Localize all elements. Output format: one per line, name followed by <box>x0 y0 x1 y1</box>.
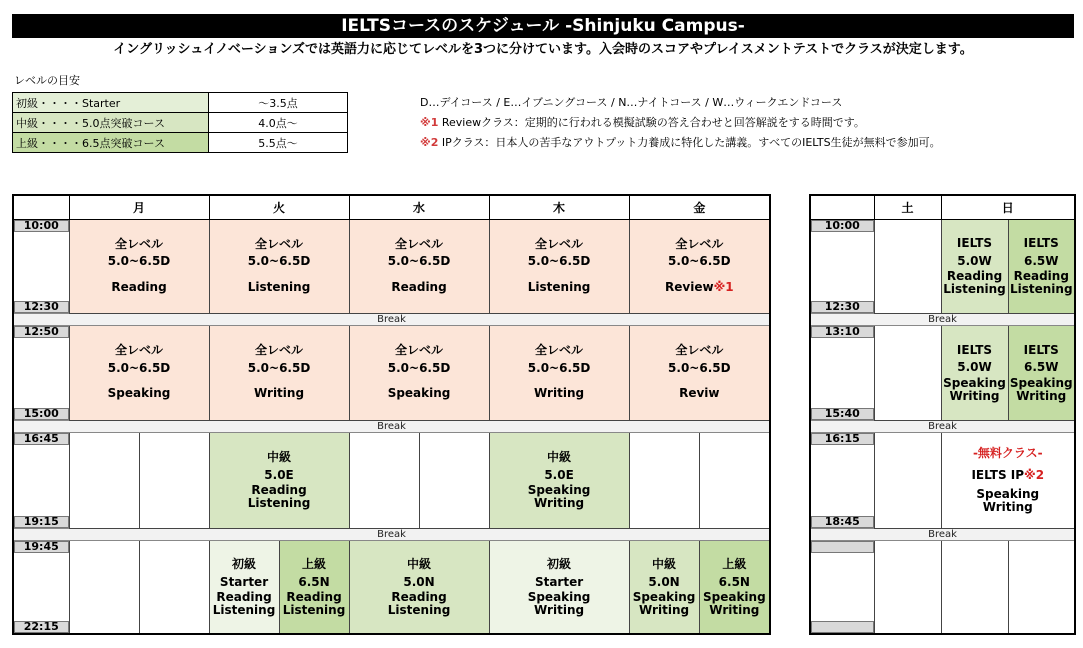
class-cell <box>489 325 629 420</box>
note-ip <box>420 134 941 150</box>
empty-cell <box>1008 540 1075 634</box>
break-label: Break <box>13 420 770 432</box>
class-subject: Speaking <box>1009 375 1073 390</box>
class-level: 中級 <box>267 450 292 465</box>
class-level: IELTS <box>1023 236 1059 251</box>
time-range <box>810 540 874 634</box>
class-cell <box>349 325 489 420</box>
class-cell <box>279 540 349 634</box>
class-subject: Writing <box>949 388 1000 403</box>
time-slot-row <box>13 325 770 420</box>
level-score: 4.0点～ <box>209 113 348 133</box>
level-guide-table <box>12 92 348 153</box>
class-level: IELTS <box>956 342 993 357</box>
page-title: IELTSコースのスケジュール -Shinjuku Campus- <box>12 14 1074 38</box>
class-cell <box>629 219 770 313</box>
time-range <box>810 432 874 528</box>
empty-cell <box>69 540 139 634</box>
time-slot-row <box>810 219 1075 313</box>
class-subject: Listening <box>943 282 1006 297</box>
break-row <box>13 420 770 432</box>
class-subject: Reading <box>391 279 447 294</box>
class-code: 5.0~6.5D <box>527 254 591 269</box>
time-slot-row <box>13 219 770 313</box>
class-level: 全レベル <box>255 236 304 251</box>
class-subject: Reading <box>251 483 307 498</box>
class-level: 全レベル <box>255 343 304 358</box>
empty-cell <box>629 432 699 528</box>
end-time-empty <box>811 621 874 633</box>
start-time: 10:00 <box>14 220 69 232</box>
class-subject: Writing <box>639 603 690 618</box>
note-review <box>420 114 865 130</box>
time-range <box>13 219 69 313</box>
class-level: 全レベル <box>675 343 724 358</box>
end-time: 19:15 <box>14 516 69 528</box>
class-subject: Listening <box>1009 282 1073 297</box>
level-score: 5.5点～ <box>209 133 348 153</box>
class-code: 5.0N <box>403 574 435 589</box>
class-level: IELTS <box>956 236 993 251</box>
start-time: 16:45 <box>14 433 69 445</box>
class-level: 全レベル <box>115 343 164 358</box>
start-time: 13:10 <box>811 326 874 338</box>
class-code: 5.0W <box>957 253 992 268</box>
class-level: 全レベル <box>535 343 584 358</box>
class-level: 中級 <box>547 450 572 465</box>
class-cell <box>69 219 209 313</box>
level-row <box>13 93 348 113</box>
class-code: 5.0~6.5D <box>527 360 591 375</box>
weekend-schedule <box>809 194 1076 635</box>
day-header: 火 <box>209 195 349 219</box>
note-mark: ※2 <box>420 136 439 149</box>
class-subject: Speaking <box>976 487 1040 502</box>
class-subject-text: Review <box>665 279 714 294</box>
end-time: 18:45 <box>811 516 874 528</box>
class-code: 6.5W <box>1024 253 1059 268</box>
class-code: 5.0~6.5D <box>387 360 451 375</box>
day-header: 金 <box>629 195 770 219</box>
class-code: 5.0~6.5D <box>107 360 171 375</box>
class-cell <box>69 325 209 420</box>
note-text: Reviewクラス：定期的に行われる模擬試験の答え合わせと回答解説をする時間です。 <box>438 116 865 129</box>
class-level: 全レベル <box>395 343 444 358</box>
break-row <box>13 528 770 540</box>
class-subject: Writing <box>1016 388 1067 403</box>
class-cell <box>209 325 349 420</box>
class-subject: Reading <box>946 269 1003 284</box>
class-subject: Reviw <box>679 386 720 401</box>
empty-cell <box>699 432 770 528</box>
note-text: IPクラス：日本人の苦手なアウトプット力養成に特化した講義。すべてのIELTS生徒が無料で参加可。 <box>438 136 941 149</box>
class-cell <box>209 540 279 634</box>
class-level: 上級 <box>302 557 327 572</box>
class-cell <box>941 219 1008 313</box>
class-code: Starter <box>219 574 269 589</box>
class-subject: Speaking <box>702 589 766 604</box>
course-code-legend: D…デイコース / E…イブニングコース / N…ナイトコース / W…ウィークエンドコース <box>420 96 843 109</box>
empty-cell <box>139 432 209 528</box>
day-header-row <box>13 195 770 219</box>
start-time: 10:00 <box>811 220 874 232</box>
class-code: 5.0~6.5D <box>247 360 311 375</box>
class-subject: Speaking <box>107 386 171 401</box>
class-cell <box>489 219 629 313</box>
time-slot-row <box>13 432 770 528</box>
page-subtitle: イングリッシュイノベーションズでは英語力に応じてレベルを3つに分けています。入会時のスコアやプレイスメントテストでクラスが決定します。 <box>113 42 973 57</box>
break-row <box>810 420 1075 432</box>
break-label: Break <box>810 313 1075 325</box>
class-subject: Reading <box>1013 269 1069 284</box>
class-subject: Speaking <box>527 589 591 604</box>
empty-cell <box>874 540 941 634</box>
class-cell <box>209 219 349 313</box>
empty-cell <box>874 325 941 420</box>
class-level: 初級 <box>547 557 572 572</box>
class-code: 5.0~6.5D <box>247 254 311 269</box>
class-code: 6.5N <box>298 574 330 589</box>
time-range <box>810 325 874 420</box>
class-cell <box>1008 325 1075 420</box>
end-time: 22:15 <box>14 621 69 633</box>
class-subject: Listening <box>247 279 311 294</box>
class-subject: Speaking <box>943 375 1006 390</box>
class-code: 5.0W <box>957 360 992 375</box>
day-header: 土 <box>874 195 941 219</box>
empty-cell <box>419 432 489 528</box>
break-label: Break <box>13 528 770 540</box>
time-slot-row <box>810 540 1075 634</box>
day-header-row <box>810 195 1075 219</box>
time-slot-row <box>13 540 770 634</box>
day-header: 木 <box>489 195 629 219</box>
class-level: 中級 <box>407 557 432 572</box>
class-level: 中級 <box>652 557 677 572</box>
note-mark: ※2 <box>1024 467 1045 482</box>
class-subject: Writing <box>254 386 305 401</box>
level-name: 初級・・・・Starter <box>13 93 209 113</box>
time-range <box>13 540 69 634</box>
class-cell <box>699 540 770 634</box>
class-level: 上級 <box>722 557 747 572</box>
class-level: IELTS <box>1023 342 1059 357</box>
class-subject: Writing <box>534 386 585 401</box>
class-name-text: IELTS IP <box>971 467 1025 482</box>
class-cell <box>489 540 629 634</box>
class-subject: Listening <box>247 496 311 511</box>
empty-cell <box>874 432 941 528</box>
end-time: 15:00 <box>14 408 69 420</box>
level-name: 上級・・・・6.5点突破コース <box>13 133 209 153</box>
level-row <box>13 113 348 133</box>
class-level: 全レベル <box>535 236 584 251</box>
class-subject: Reading <box>216 589 272 604</box>
empty-cell <box>874 219 941 313</box>
start-time: 12:50 <box>14 326 69 338</box>
end-time: 12:30 <box>14 301 69 313</box>
class-cell <box>209 432 349 528</box>
time-header <box>13 195 69 219</box>
note-mark: ※1 <box>713 279 734 294</box>
start-time: 19:45 <box>14 541 69 553</box>
class-subject: Writing <box>534 603 585 618</box>
class-subject: Listening <box>527 279 591 294</box>
class-subject: Listening <box>212 603 276 618</box>
class-cell <box>941 325 1008 420</box>
empty-cell <box>349 432 419 528</box>
break-label: Break <box>810 528 1075 540</box>
class-code: 5.0~6.5D <box>668 254 731 269</box>
class-subject: Listening <box>387 603 451 618</box>
class-subject: Speaking <box>632 589 696 604</box>
class-code: 6.5W <box>1024 360 1059 375</box>
class-subject: Speaking <box>527 483 591 498</box>
class-cell <box>629 540 699 634</box>
break-row <box>810 313 1075 325</box>
level-guide-label: レベルの目安 <box>14 74 80 87</box>
note-mark: ※1 <box>420 116 439 129</box>
class-name <box>942 467 1075 484</box>
day-header: 月 <box>69 195 209 219</box>
class-level: 全レベル <box>675 236 724 251</box>
class-code: 5.0~6.5D <box>387 254 451 269</box>
class-subject: Reading <box>391 589 447 604</box>
weekday-schedule <box>12 194 771 635</box>
class-code: 5.0~6.5D <box>107 254 171 269</box>
level-score: ～3.5点 <box>209 93 348 113</box>
day-header: 水 <box>349 195 489 219</box>
class-subject: Listening <box>282 603 346 618</box>
break-row <box>810 528 1075 540</box>
level-row <box>13 133 348 153</box>
break-label: Break <box>810 420 1075 432</box>
class-subject: Speaking <box>387 386 451 401</box>
start-time-empty <box>811 541 874 553</box>
class-subject: Writing <box>709 603 760 618</box>
empty-cell <box>139 540 209 634</box>
class-cell <box>489 432 629 528</box>
class-cell <box>349 219 489 313</box>
end-time: 15:40 <box>811 408 874 420</box>
empty-cell <box>941 540 1008 634</box>
break-label: Break <box>13 313 770 325</box>
class-code: 5.0E <box>264 467 294 482</box>
end-time: 12:30 <box>811 301 874 313</box>
class-code: 5.0N <box>648 574 680 589</box>
time-slot-row <box>810 325 1075 420</box>
class-subject: Reading <box>286 589 342 604</box>
class-subject: Writing <box>534 496 585 511</box>
class-level: 全レベル <box>115 236 164 251</box>
class-cell <box>629 325 770 420</box>
class-code: 5.0E <box>544 467 574 482</box>
class-code: 5.0~6.5D <box>668 360 731 375</box>
class-subject: Reading <box>111 279 167 294</box>
class-code: Starter <box>534 574 584 589</box>
time-header <box>810 195 874 219</box>
level-name: 中級・・・・5.0点突破コース <box>13 113 209 133</box>
empty-cell <box>69 432 139 528</box>
day-header: 日 <box>941 195 1075 219</box>
class-cell-free-ip <box>941 432 1075 528</box>
class-subject <box>630 279 770 296</box>
class-level: 全レベル <box>395 236 444 251</box>
class-cell <box>1008 219 1075 313</box>
class-cell <box>349 540 489 634</box>
start-time: 16:15 <box>811 433 874 445</box>
class-code: 6.5N <box>718 574 750 589</box>
class-subject: Writing <box>982 500 1033 515</box>
time-slot-row <box>810 432 1075 528</box>
time-range <box>810 219 874 313</box>
class-level: 初級 <box>232 557 257 572</box>
break-row <box>13 313 770 325</box>
free-class-label: -無料クラス- <box>972 446 1043 461</box>
time-range <box>13 325 69 420</box>
time-range <box>13 432 69 528</box>
